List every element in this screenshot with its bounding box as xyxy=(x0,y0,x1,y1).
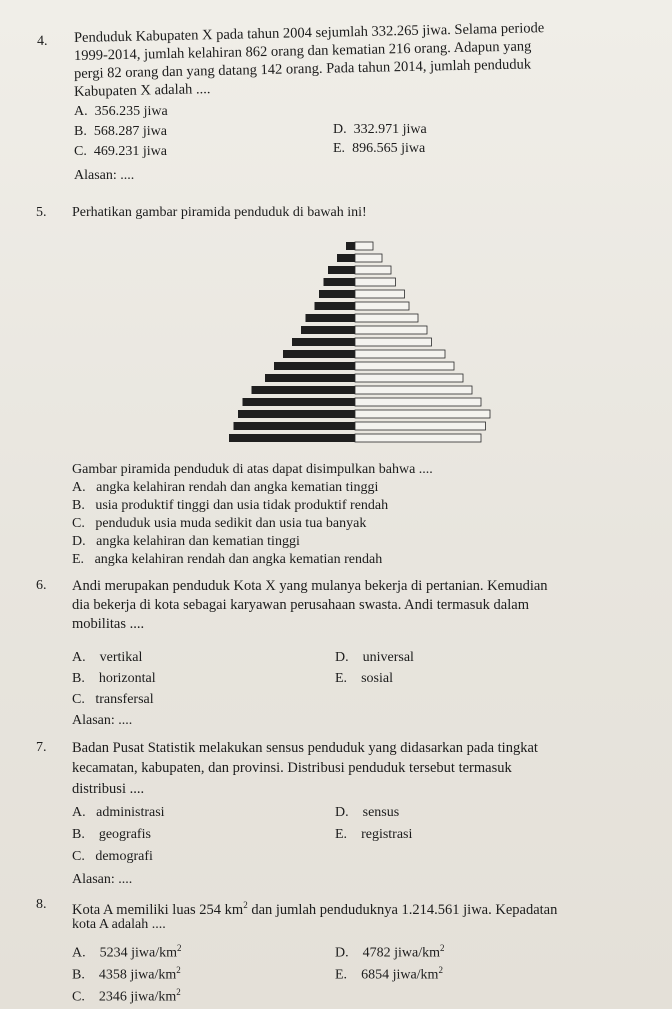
q6-option-b-label: B. xyxy=(72,671,85,686)
q8-option-d-label: D. xyxy=(335,945,349,961)
pyramid-male-bar xyxy=(292,338,355,346)
q6-option-a-text: vertikal xyxy=(99,650,143,665)
q8-option-c[interactable] xyxy=(72,984,181,1006)
pyramid-female-bar xyxy=(355,278,396,286)
q7-option-a-text: administrasi xyxy=(96,805,165,820)
q6-option-d-text: universal xyxy=(362,650,414,665)
pyramid-female-bar xyxy=(355,266,391,274)
q8-option-a-label: A. xyxy=(72,945,86,961)
q7-line-1: Badan Pusat Statistik melakukan sensus penduduk yang didasarkan pada tingkat xyxy=(72,740,538,756)
pyramid-female-bar xyxy=(355,386,472,394)
pyramid-male-bar xyxy=(324,278,356,286)
q4-line-4: Kabupaten X adalah .... xyxy=(73,81,211,100)
q8-option-b-text: 4358 jiwa/km xyxy=(98,967,177,983)
pyramid-female-bar xyxy=(355,338,432,346)
q6-number: 6. xyxy=(36,578,47,593)
q7-option-d[interactable] xyxy=(335,805,399,821)
q5-option-a-label: A. xyxy=(72,480,86,495)
q4-option-d-text: 332.971 jiwa xyxy=(353,122,427,137)
pyramid-female-bar xyxy=(355,350,445,358)
q4-option-d[interactable] xyxy=(333,122,427,138)
pyramid-male-bar xyxy=(238,410,355,418)
q4-option-b-label: B. xyxy=(74,124,87,139)
q6-reason[interactable]: Alasan: .... xyxy=(72,713,133,728)
q8-line-1-start: Kota A memiliki luas 254 km xyxy=(72,901,244,918)
q8-option-e-label: E. xyxy=(335,967,348,983)
q8-option-d-text: 4782 jiwa/km xyxy=(362,945,441,961)
q5-option-e-label: E. xyxy=(72,552,85,567)
q7-option-b-label: B. xyxy=(72,827,85,842)
q7-option-c[interactable] xyxy=(72,849,153,865)
pyramid-male-bar xyxy=(306,314,356,322)
population-pyramid-svg xyxy=(205,240,505,445)
pyramid-female-bar xyxy=(355,362,454,370)
q8-option-c-text: 2346 jiwa/km xyxy=(98,989,177,1005)
q4-number: 4. xyxy=(36,33,48,49)
q7-option-b[interactable] xyxy=(72,827,151,843)
pyramid-female-bar xyxy=(355,242,373,250)
pyramid-female-bar xyxy=(355,314,418,322)
pyramid-male-bar xyxy=(252,386,356,394)
pyramid-male-bar xyxy=(243,398,356,406)
q6-option-c-label: C. xyxy=(72,692,85,707)
q5-option-c-label: C. xyxy=(72,516,85,531)
q4-option-c-label: C. xyxy=(74,144,87,159)
q7-line-3: distribusi .... xyxy=(72,781,145,797)
pyramid-male-bar xyxy=(319,290,355,298)
q4-option-e-text: 896.565 jiwa xyxy=(352,141,426,156)
pyramid-female-bar xyxy=(355,374,463,382)
q4-option-a-text: 356.235 jiwa xyxy=(94,104,168,119)
pyramid-female-bar xyxy=(355,422,486,430)
q4-line-2: 1999-2014, jumlah kelahiran 862 orang dan kematian 216 orang. Adapun yang xyxy=(73,38,532,64)
q4-option-c[interactable] xyxy=(74,144,167,160)
q5-option-d-label: D. xyxy=(72,534,86,549)
q5-stem: Gambar piramida penduduk di atas dapat disimpulkan bahwa .... xyxy=(72,462,433,477)
q7-option-d-text: sensus xyxy=(362,805,400,820)
q7-reason[interactable]: Alasan: .... xyxy=(72,872,133,887)
q8-option-c-label: C. xyxy=(72,989,85,1005)
q7-option-c-text: demografi xyxy=(95,849,153,864)
q8-option-e[interactable] xyxy=(335,962,443,984)
pyramid-male-bar xyxy=(229,434,355,442)
q5-prompt: Perhatikan gambar piramida penduduk di bawah ini! xyxy=(72,205,367,220)
q8-option-b-sup: 2 xyxy=(176,965,181,975)
q6-option-d[interactable] xyxy=(335,650,414,666)
q5-option-b-label: B. xyxy=(72,498,85,513)
q8-line-2: kota A adalah .... xyxy=(72,917,166,932)
q4-option-a-label: A. xyxy=(74,104,88,119)
q6-option-e-text: sosial xyxy=(361,671,393,686)
q4-line-3: pergi 82 orang dan yang datang 142 orang. Pada tahun 2014, jumlah penduduk xyxy=(73,56,532,82)
q7-option-b-text: geografis xyxy=(98,827,151,842)
q5-option-e[interactable] xyxy=(72,552,382,568)
q7-option-e-text: registrasi xyxy=(361,827,413,842)
population-pyramid xyxy=(205,240,505,445)
q8-option-e-text: 6854 jiwa/km xyxy=(361,967,439,983)
pyramid-male-bar xyxy=(315,302,356,310)
q6-option-a[interactable] xyxy=(72,650,142,666)
q8-line-1-sup: 2 xyxy=(243,900,248,910)
q6-option-b[interactable] xyxy=(72,671,156,687)
q5-number: 5. xyxy=(36,205,47,220)
q4-option-b[interactable] xyxy=(74,124,167,140)
q6-option-e-label: E. xyxy=(335,671,348,686)
q8-line-1 xyxy=(72,897,557,918)
q8-option-c-sup: 2 xyxy=(176,987,181,997)
q7-number: 7. xyxy=(36,740,47,755)
pyramid-male-bar xyxy=(337,254,355,262)
q8-line-1-end: dan jumlah penduduknya 1.214.561 jiwa. Kepadatan xyxy=(247,901,558,918)
q7-option-e-label: E. xyxy=(335,827,348,842)
q5-option-a[interactable] xyxy=(72,480,378,496)
pyramid-male-bar xyxy=(328,266,355,274)
q6-option-c-text: transfersal xyxy=(95,692,154,707)
q4-option-e-label: E. xyxy=(333,141,346,156)
q6-option-b-text: horizontal xyxy=(98,671,156,686)
pyramid-male-bar xyxy=(234,422,356,430)
pyramid-male-bar xyxy=(265,374,355,382)
q6-line-1: Andi merupakan penduduk Kota X yang mulanya bekerja di pertanian. Kemudian xyxy=(72,578,548,594)
q6-option-e[interactable] xyxy=(335,671,393,687)
q7-option-c-label: C. xyxy=(72,849,85,864)
q4-option-c-text: 469.231 jiwa xyxy=(93,144,167,159)
q7-option-d-label: D. xyxy=(335,805,349,820)
pyramid-female-bar xyxy=(355,434,481,442)
pyramid-female-bar xyxy=(355,398,481,406)
q5-option-e-text: angka kelahiran rendah dan angka kematian rendah xyxy=(94,552,383,567)
q5-option-b[interactable] xyxy=(72,498,388,514)
pyramid-male-bar xyxy=(346,242,355,250)
q8-option-a[interactable] xyxy=(72,940,182,962)
q5-option-c[interactable] xyxy=(72,516,366,532)
q5-option-c-text: penduduk usia muda sedikit dan usia tua banyak xyxy=(95,516,367,531)
q6-line-3: mobilitas .... xyxy=(72,616,145,632)
q8-option-b-label: B. xyxy=(72,967,85,983)
q4-option-a[interactable] xyxy=(74,104,168,120)
q7-option-a[interactable] xyxy=(72,805,165,821)
pyramid-female-bar xyxy=(355,326,427,334)
pyramid-female-bar xyxy=(355,410,490,418)
q4-line-1: Penduduk Kabupaten X pada tahun 2004 sejumlah 332.265 jiwa. Selama periode xyxy=(73,20,545,46)
q8-option-a-sup: 2 xyxy=(177,943,182,953)
pyramid-female-bar xyxy=(355,254,382,262)
pyramid-male-bar xyxy=(274,362,355,370)
q8-option-d[interactable] xyxy=(335,940,445,962)
q8-option-a-text: 5234 jiwa/km xyxy=(99,945,178,961)
q8-number: 8. xyxy=(36,897,47,912)
q5-option-a-text: angka kelahiran rendah dan angka kematian tinggi xyxy=(96,480,379,495)
q5-option-d[interactable] xyxy=(72,534,300,550)
pyramid-male-bar xyxy=(301,326,355,334)
q6-option-d-label: D. xyxy=(335,650,349,665)
q8-option-d-sup: 2 xyxy=(440,943,445,953)
q8-option-e-sup: 2 xyxy=(438,965,443,975)
q7-option-e[interactable] xyxy=(335,827,412,843)
pyramid-female-bar xyxy=(355,302,409,310)
q5-option-d-text: angka kelahiran dan kematian tinggi xyxy=(96,534,300,549)
pyramid-female-bar xyxy=(355,290,405,298)
q5-option-b-text: usia produktif tinggi dan usia tidak produktif rendah xyxy=(95,498,389,513)
q6-option-c[interactable] xyxy=(72,692,154,708)
q6-option-a-label: A. xyxy=(72,650,86,665)
q7-line-2: kecamatan, kabupaten, dan provinsi. Distribusi penduduk tersebut termasuk xyxy=(72,760,512,776)
q4-reason[interactable]: Alasan: .... xyxy=(74,168,135,183)
pyramid-male-bar xyxy=(283,350,355,358)
q4-option-e[interactable] xyxy=(333,141,425,157)
q7-option-a-label: A. xyxy=(72,805,86,820)
q4-option-b-text: 568.287 jiwa xyxy=(93,124,167,139)
q4-option-d-label: D. xyxy=(333,122,347,137)
q8-option-b[interactable] xyxy=(72,962,181,984)
q6-line-2: dia bekerja di kota sebagai karyawan perusahaan swasta. Andi termasuk dalam xyxy=(72,597,529,613)
